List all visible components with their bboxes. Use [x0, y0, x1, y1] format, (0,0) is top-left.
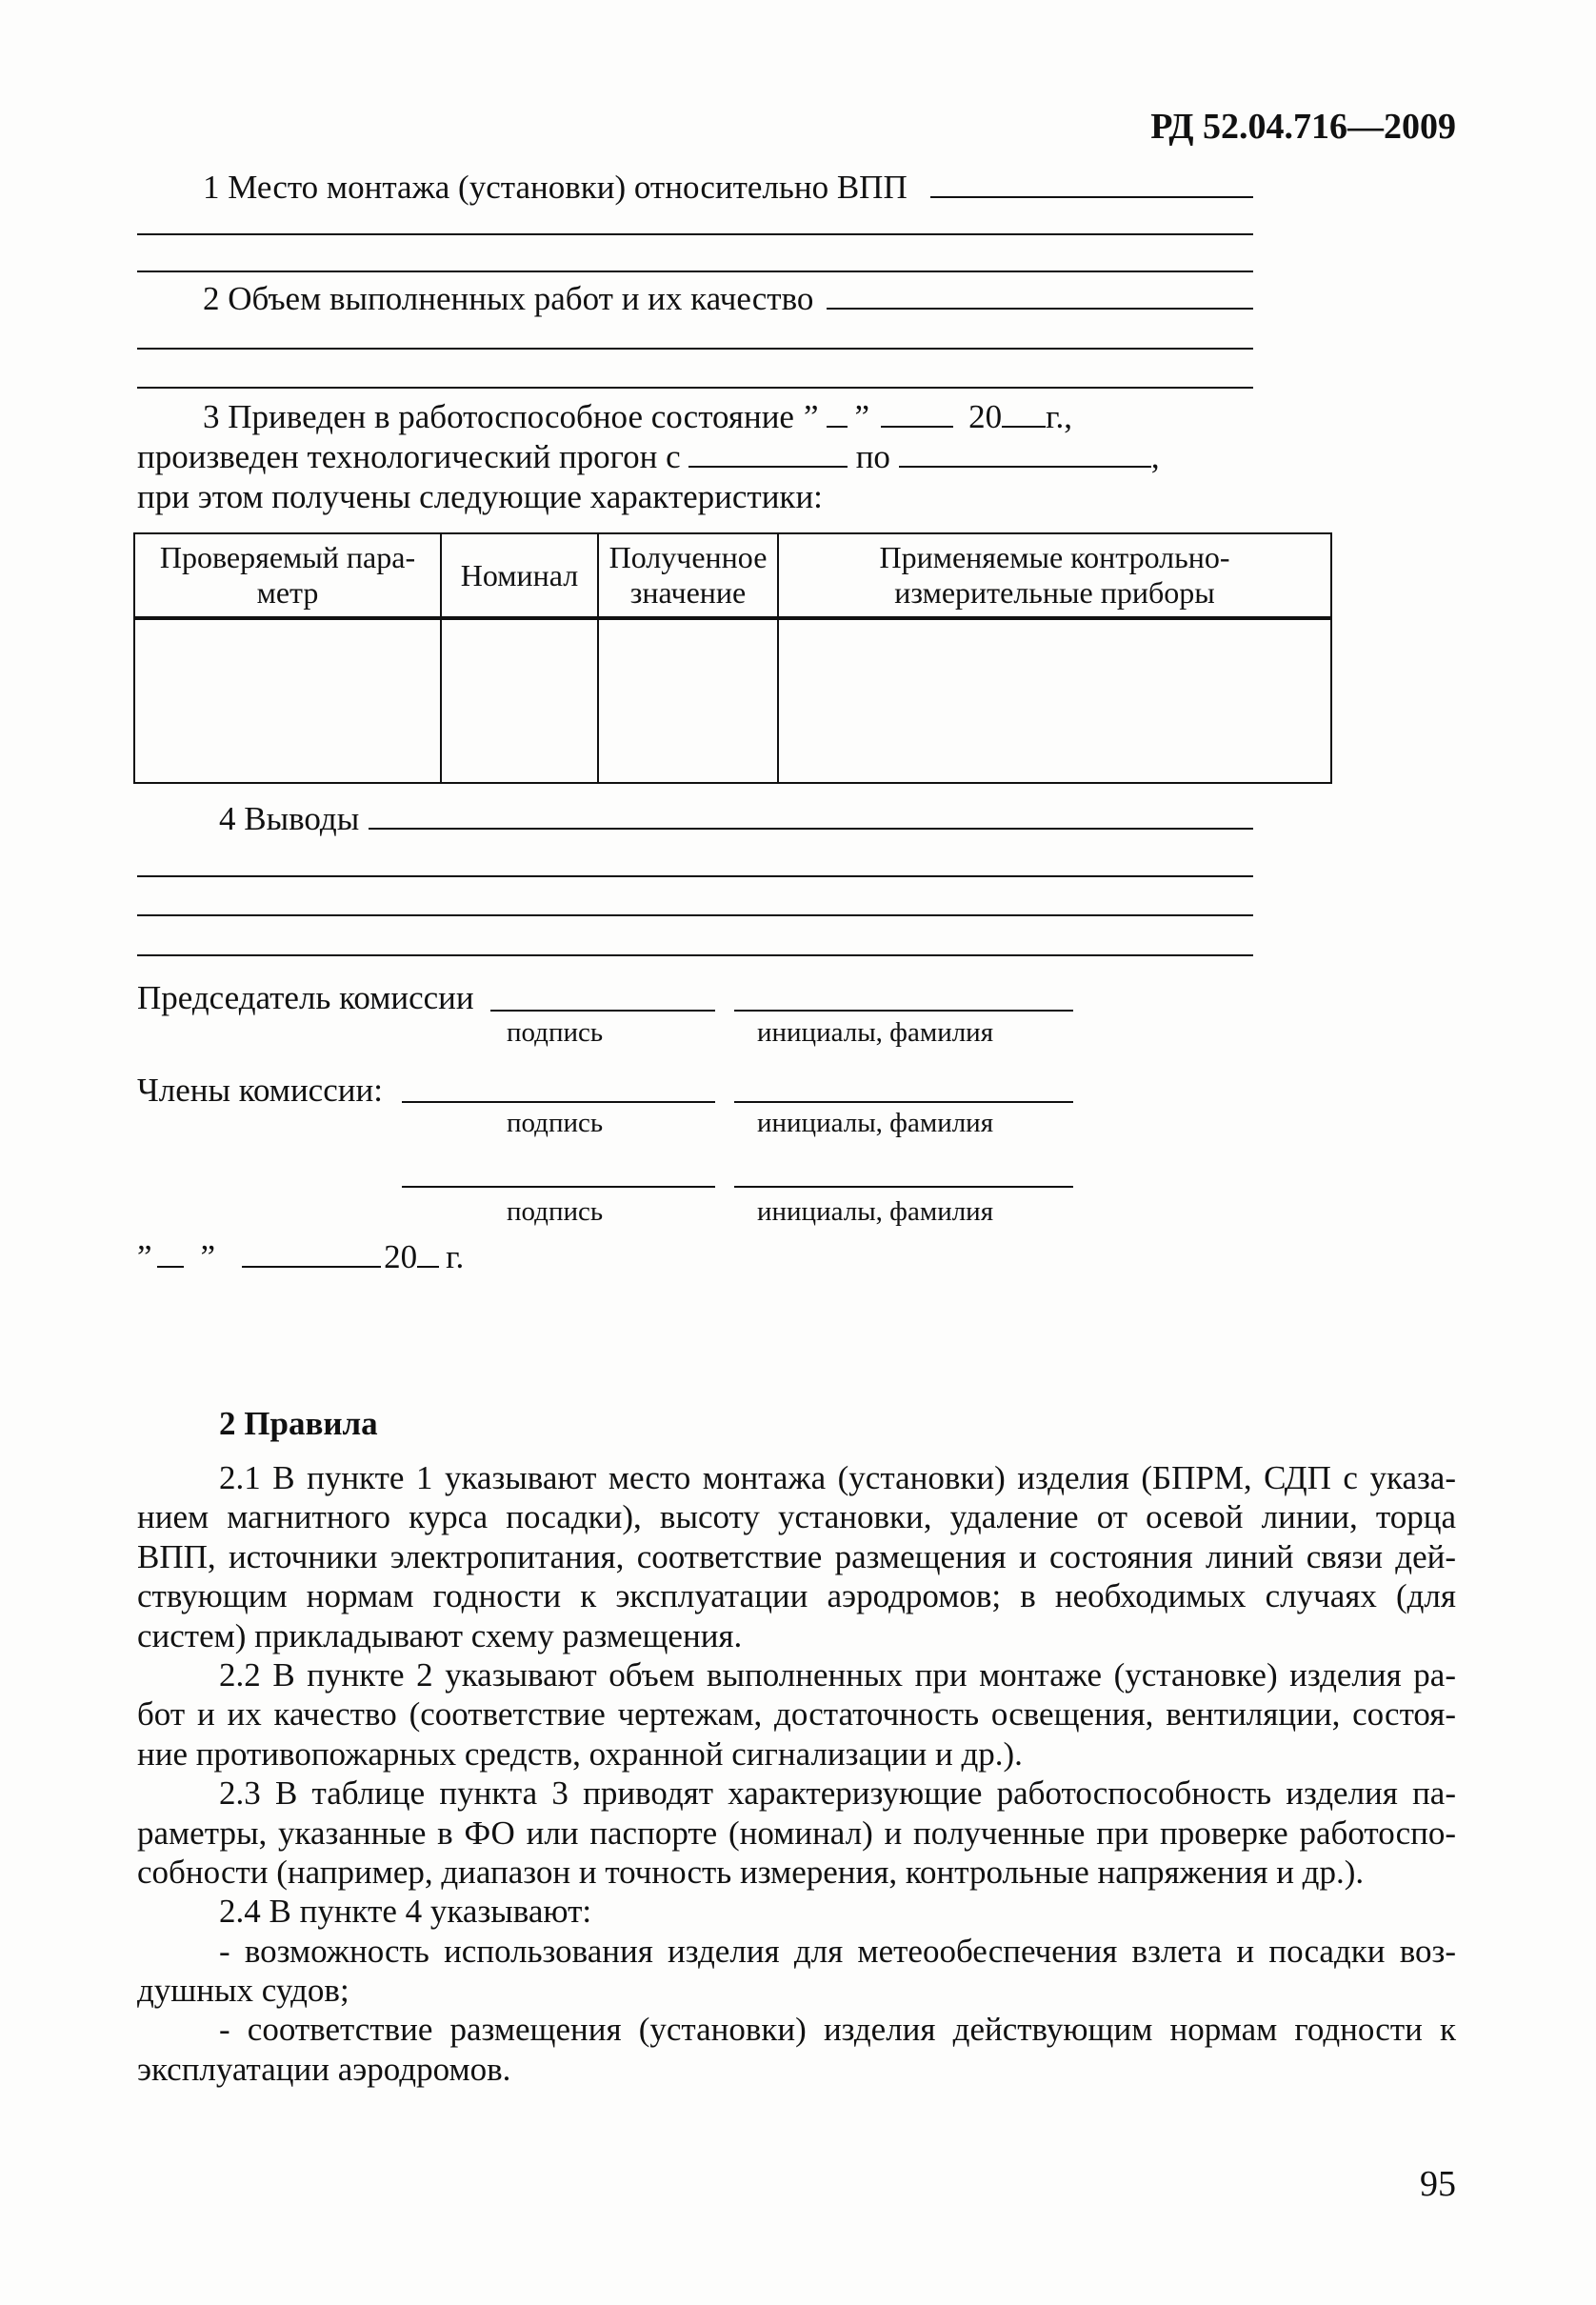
table-header-row — [134, 533, 1331, 618]
signature-caption: подпись — [507, 1196, 604, 1227]
rule-2-1-line: ствующим нормам годности к эксплуатации аэродромов; в необходимых случаях (для — [137, 1577, 1456, 1615]
table-header-parameter — [134, 533, 441, 618]
item-3-row — [203, 397, 1072, 437]
quote-open: ” — [803, 398, 819, 435]
item-1-label: 1 Место монтажа (установки) относительно ВПП — [203, 169, 908, 206]
date-quote-open: ” — [137, 1238, 152, 1275]
rule-2-4-bullet-line: - возможность использования изделия для метеообеспечения взлета и посадки воз- — [219, 1932, 1456, 1970]
table-header-line: Применяемые контрольно- — [879, 540, 1230, 574]
year-prefix: 20 — [968, 398, 1003, 435]
rules-body — [137, 1458, 1456, 2089]
table-cell-parameter — [134, 618, 441, 783]
table-header-line: Проверяемый пара- — [159, 540, 416, 574]
table-header-line: Номинал — [460, 557, 579, 592]
date-quote-close: ” — [200, 1238, 216, 1275]
item-1-row — [203, 168, 1253, 208]
name-caption: инициалы, фамилия — [757, 1196, 994, 1227]
table-cell-instruments — [778, 618, 1331, 783]
rule-2-1-line: систем) прикладывают схему размещения. — [137, 1616, 743, 1654]
item-2-label: 2 Объем выполненных работ и их качество — [203, 280, 814, 317]
table-header-line: значение — [629, 575, 747, 610]
rule-2-1-line: 2.1 В пункте 1 указывают место монтажа (установки) изделия (БПРМ, СДП с указа- — [219, 1459, 1456, 1496]
item-4-blank — [369, 828, 1253, 830]
member-name-blank — [734, 1186, 1073, 1188]
date-day-blank — [157, 1266, 184, 1268]
results-label: при этом получены следующие характеристики: — [137, 478, 823, 515]
table-row — [134, 618, 1331, 783]
table-header-line: Полученное — [608, 540, 768, 574]
rule-2-4-bullet-line: душных судов; — [137, 1972, 349, 2010]
rule-2-4-bullet-line: - соответствие размещения (установки) изделия действующим нормам годности к — [219, 2011, 1456, 2049]
item-4-row — [219, 799, 1253, 839]
quote-close: ” — [854, 398, 870, 435]
member-signature-blank — [402, 1186, 715, 1188]
item-4-blank-line — [137, 954, 1253, 956]
rule-2-4-line: 2.4 В пункте 4 указывают: — [219, 1893, 592, 1931]
date-year-suffix: г. — [446, 1238, 465, 1275]
item-1-blank-line — [137, 271, 1253, 272]
year-suffix: г., — [1046, 398, 1072, 435]
item-4-label: 4 Выводы — [219, 800, 360, 837]
member-name-blank — [734, 1101, 1073, 1103]
test-run-row — [137, 437, 1160, 477]
item-1-blank — [930, 196, 1253, 198]
test-run-to-blank — [899, 466, 1151, 468]
rule-2-1-line: нием магнитного курса посадки), высоту установки, удаление от осевой линии, торца — [137, 1498, 1456, 1536]
rule-2-2-line: ние противопожарных средств, охранной сигнализации и др.). — [137, 1734, 1023, 1773]
table-cell-nominal — [441, 618, 598, 783]
test-run-from-blank — [688, 466, 848, 468]
table-header-line: измерительные приборы — [894, 575, 1215, 610]
signature-caption: подпись — [507, 1108, 604, 1138]
test-run-label: произведен технологический прогон с — [137, 438, 681, 475]
date-row — [137, 1237, 464, 1277]
item-2-blank-line — [137, 387, 1253, 389]
name-caption: инициалы, фамилия — [757, 1108, 994, 1138]
page-number: 95 — [1420, 2164, 1456, 2204]
table-header-line: метр — [256, 575, 319, 610]
date-year-blank — [417, 1266, 439, 1268]
signature-caption: подпись — [507, 1017, 604, 1048]
rule-2-4-bullet-line: эксплуатации аэродромов. — [137, 2050, 511, 2088]
characteristics-table — [133, 532, 1332, 784]
item-2-blank-line — [137, 348, 1253, 350]
test-run-comma: , — [1150, 438, 1160, 475]
table-header-instruments — [778, 533, 1331, 618]
rule-2-3-line: раметры, указанные в ФО или паспорте (номинал) и полученные при проверке работоспо- — [137, 1814, 1456, 1852]
test-run-to-label: по — [855, 438, 890, 475]
member-signature-blank — [402, 1101, 715, 1103]
chairman-signature-blank — [490, 1010, 715, 1012]
members-label: Члены комиссии: — [137, 1072, 383, 1109]
name-caption: инициалы, фамилия — [757, 1017, 994, 1048]
results-row — [137, 477, 823, 517]
table-cell-measured-value — [598, 618, 778, 783]
item-1-blank-line — [137, 233, 1253, 235]
rule-2-3-line: собности (например, диапазон и точность измерения, контрольные напряжения и др.). — [137, 1853, 1365, 1891]
rule-2-2-line: бот и их качество (соответствие чертежам, достаточность освещения, вентиляции, состоя- — [137, 1695, 1456, 1734]
day-blank — [827, 426, 848, 428]
document-code-header: РД 52.04.716—2009 — [1150, 107, 1456, 147]
chairman-name-blank — [734, 1010, 1073, 1012]
item-4-blank-line — [137, 875, 1253, 877]
item-2-blank — [827, 308, 1253, 310]
item-2-row — [203, 279, 1253, 319]
item-4-blank-line — [137, 914, 1253, 916]
section-title: 2 Правила — [219, 1405, 378, 1442]
rule-2-1-line: ВПП, источники электропитания, соответствие размещения и состояния линий связи дей- — [137, 1537, 1456, 1575]
year-blank — [1002, 426, 1046, 428]
chairman-label: Председатель комиссии — [137, 979, 474, 1016]
table-header-measured-value — [598, 533, 778, 618]
rule-2-2-line: 2.2 В пункте 2 указывают объем выполненных при монтаже (установке) изделия ра- — [219, 1655, 1456, 1694]
item-3-label: 3 Приведен в работоспособное состояние — [203, 398, 794, 435]
date-year-prefix: 20 — [384, 1238, 418, 1275]
rule-2-3-line: 2.3 В таблице пункта 3 приводят характеризующие работоспособность изделия па- — [219, 1774, 1456, 1813]
table-header-nominal — [441, 533, 598, 618]
month-blank — [881, 426, 953, 428]
date-month-blank — [242, 1266, 381, 1268]
